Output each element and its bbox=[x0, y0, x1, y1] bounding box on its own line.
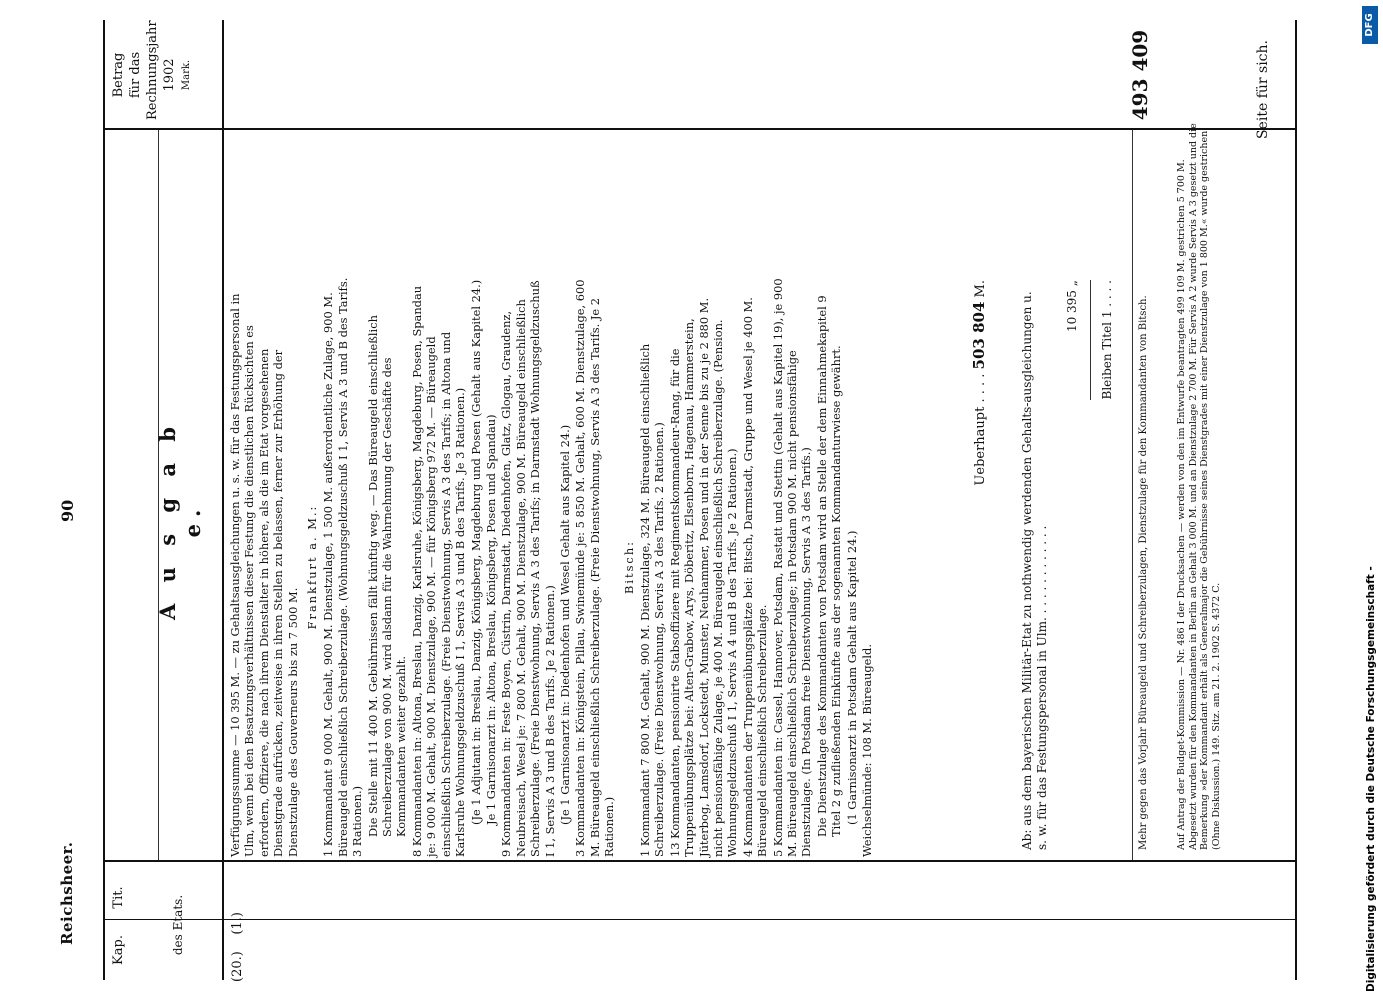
rule-footnote bbox=[1132, 130, 1133, 860]
paragraph: Weichselmünde: 108 M. Büreaugeld. bbox=[860, 644, 875, 857]
header-betrag-unit: Mark. bbox=[181, 59, 192, 91]
header-kap: Kap. bbox=[111, 935, 126, 965]
header-tit: Tit. bbox=[111, 886, 126, 909]
paragraph: 4 Kommandanten der Truppenübungsplätze bei: Bitsch, Darmstadt, Gruppe und Wesel je 400 M. Büreaugeld einschließlich Schreiberzulage. bbox=[740, 297, 770, 857]
paragraph: 3 Kommandanten in: Königstein, Pillau, Swinemünde je: 5 850 M. Gehalt, 600 M. Dienstzulage, 600 M. Büreaugeld einschließlich Schreiberzulage. (Freie Dienstwohnung, Servis A 3 des Tarifs. Je 2 Rationen.) bbox=[573, 279, 617, 857]
paragraph: Je 1 Garnisonarzt in: Altona, Breslau, Königsberg, Posen und Spandau) bbox=[483, 414, 498, 825]
header-betrag bbox=[110, 20, 195, 120]
rule-top bbox=[103, 20, 105, 980]
header-des-etats: des Etats. bbox=[171, 894, 185, 956]
summary-ab-amount bbox=[1065, 280, 1079, 440]
paragraph: (Je 1 Garnisonarzt in: Diedenhofen und Wesel Gehalt aus Kapitel 24.) bbox=[557, 424, 572, 825]
rule-bottom bbox=[1295, 20, 1297, 980]
header-betrag-line2: für das bbox=[128, 51, 143, 99]
rule-header bbox=[222, 20, 224, 980]
total-amount: 493 409 bbox=[1128, 29, 1152, 121]
paragraph: (Je 1 Adjutant in: Breslau, Danzig, Königsberg, Magdeburg und Posen (Gehalt aus Kapitel 24.) bbox=[468, 279, 483, 825]
running-head: Reichsheer. bbox=[58, 841, 76, 945]
reference-kap: (20.) bbox=[230, 951, 245, 982]
paragraph: Die Dienstzulage des Kommandanten von Potsdam wird an Stelle der dem Einnahmekapitel 9 Titel 2 g zufließenden Einkünfte aus der sogenannten Kommandanturwiese gewährt. bbox=[814, 295, 844, 837]
summary-ab-text: Ab: aus dem bayerischen Militär-Etat zu nothwendig werdenden Gehalts-ausgleichungen u. s. w. für das Festungspersonal in Ulm. . . . . . . . . . . . . bbox=[1020, 291, 1049, 850]
summary-ueberhaupt-value: 503 804 bbox=[970, 301, 988, 370]
rule-col-tit bbox=[103, 860, 1295, 862]
attribution-text: Digitalisierung gefördert durch die Deutsche Forschungsgemeinschaft - bbox=[1365, 566, 1377, 992]
header-betrag-line1: Betrag bbox=[111, 52, 126, 98]
rule-col-kap bbox=[103, 919, 1295, 920]
reference-kap-tit bbox=[230, 862, 245, 982]
dfg-logo: DFG bbox=[1362, 6, 1378, 44]
subheading: Bitsch: bbox=[621, 540, 636, 594]
subheading: Frankfurt a. M.: bbox=[305, 504, 320, 630]
paragraph: 8 Kommandanten in: Altona, Breslau, Danzig, Karlsruhe, Königsberg, Magdeburg, Posen, Spandau je: 9 000 M. Gehalt, 900 M. Dienstzulage, 900 M. — für Königsberg 972 M. — Büreaugeld einschließlich Schreiberzulage. (Freie Dienstwohnung, Servis A 3 des Tarifs; in Altona und Karlsruhe Wohnungsgeldzuschuß I 1, Servis A 3 und B des Tarifs. Je 3 Rationen.) bbox=[409, 285, 468, 857]
paragraph: 13 Kommandanten, pensionirte Stabsoffiziere mit Regimentskommandeur-Rang, für die Truppenübungsplätze bei: Alten-Grabow, Arys, Döberitz, Elsenborn, Hagenau, Hammerstein, Jüterbog, Lamsdorf, Lockstedt, Munster, Neuhammer, Posen und in der Senne bis zu je 2 880 M. nicht pensionsfähige Zulage, je 400 M. Büreaugeld einschließlich Schreiberzulage. (Pension. Wohnungsgeldzuschuß I 1, Servis A 4 und B des Tarifs. Je 2 Rationen.) bbox=[667, 297, 740, 857]
section-title: A u s g a b e. bbox=[155, 420, 205, 620]
paragraph: 1 Kommandant 7 800 M. Gehalt, 900 M. Dienstzulage, 324 M. Büreaugeld einschließlich Schreiberzulage. (Freie Dienstwohnung, Servis A 3 des Tarifs. 2 Rationen.) bbox=[637, 343, 667, 857]
reference-tit: (1.) bbox=[230, 912, 245, 935]
paragraph: 5 Kommandanten in: Cassel, Hannover, Potsdam, Rastatt und Stettin (Gehalt aus Kapitel 19), je 900 M. Büreaugeld einschließlich Schreiberzulage; in Potsdam 900 M. nicht pensionsfähige Dienstzulage. (In Potsdam freie Dienstwohnung, Servis A 3 des Tarifs.) bbox=[770, 278, 814, 857]
paragraph: (1 Garnisonarzt in Potsdam Gehalt aus Kapitel 24.) bbox=[844, 530, 859, 825]
summary-ueberhaupt-label: Ueberhaupt . . . . bbox=[973, 373, 988, 486]
paragraph: Die Stelle mit 11 400 M. Gebührnissen fällt künftig weg. — Das Büreaugeld einschließlich Schreiberzulage von 900 M. wird alsdann für die Wahrnehmung der Geschäfte des Kommandanten weiter gezahlt. bbox=[365, 315, 409, 837]
page-number: 90 bbox=[58, 499, 77, 522]
paragraph: 9 Kommandanten in: Feste Boyen, Cüstrin, Darmstadt, Diedenhofen, Glatz, Glogau, Graudenz, Neubreisach, Wesel je: 7 800 M. Gehalt, 900 M. Dienstzulage, 900 M. Büreaugeld einschließlich Schreiberzulage. (Freie Dienstwohnung, Servis A 3 des Tarifs; in Darmstadt Wohnungsgeldzuschuß I 1, Servis A 3 und B des Tarifs. Je 2 Rationen.) bbox=[499, 280, 557, 857]
summary-ab-value: 10 395 bbox=[1065, 290, 1079, 333]
header-betrag-line4: 1902 bbox=[162, 58, 177, 92]
summary-ueberhaupt bbox=[970, 280, 988, 580]
footnote-budget: Auf Antrag der Budget-Kommission — Nr. 486 I der Drucksachen — werden von den im Entwurfe beantragten 499 109 M. gestrichen 5 700 M. Abgesetzt wurden für den Kommandanten in Berlin an Gehalt 3 000 M. und an Dienstzulage 2 700 M. Für Servis A 2 wurde Servis A 3 gesetzt und die Bemerkung »der Kommandant erhält als Generalmajor die Gebührnisse seines Dienstgrades mit einer Dienstzulage von 1 800 M.« wurde gestrichen. (Ohne Diskussion.) 149. Sitz. am 21. 2. 1902 S. 4372 C. bbox=[1176, 123, 1222, 850]
page-end-note: Seite für sich. bbox=[1255, 40, 1271, 140]
body-text bbox=[228, 277, 875, 857]
paragraph: Verfügungssumme — 10 395 M. — zu Gehaltsausgleichungen u. s. w. für das Festungspersonal in Ulm, wenn bei den Besatzungsverhältnissen dieser Festung die dienstlichen Rücksichten es erfordern, Offiziere, die nach ihrem Dienstalter in höhere, als die im Etat vorgesehenen Dienstgrade aufrücken, zeitweise in ihren Stellen zu belassen, ferner zur Erhöhung der Dienstzulage des Gouverneurs bis zu 7 500 M. bbox=[228, 293, 300, 857]
summary-ueberhaupt-unit: M. bbox=[973, 280, 988, 298]
summary-ab-unit: „ bbox=[1065, 280, 1079, 287]
summary-bleiben: Bleiben Titel 1 . . . . bbox=[1100, 280, 1114, 400]
paragraph: 1 Kommandant 9 000 M. Gehalt, 900 M. Dienstzulage, 1 500 M. außerordentliche Zulage, 900 M. Büreaugeld einschließlich Schreiberzulage. (Wohnungsgeldzuschuß I 1, Servis A 3 und B des Tarifs. 3 Rationen.) bbox=[321, 277, 365, 857]
rule-sum bbox=[1090, 280, 1091, 400]
header-betrag-line3: Rechnungsjahr bbox=[145, 20, 160, 120]
footnote-main: Mehr gegen das Vorjahr Büreaugeld und Schreiberzulagen, Dienstzulage für den Kommandanten von Bitsch. bbox=[1138, 295, 1149, 850]
rule-col-betrag bbox=[103, 128, 1295, 130]
